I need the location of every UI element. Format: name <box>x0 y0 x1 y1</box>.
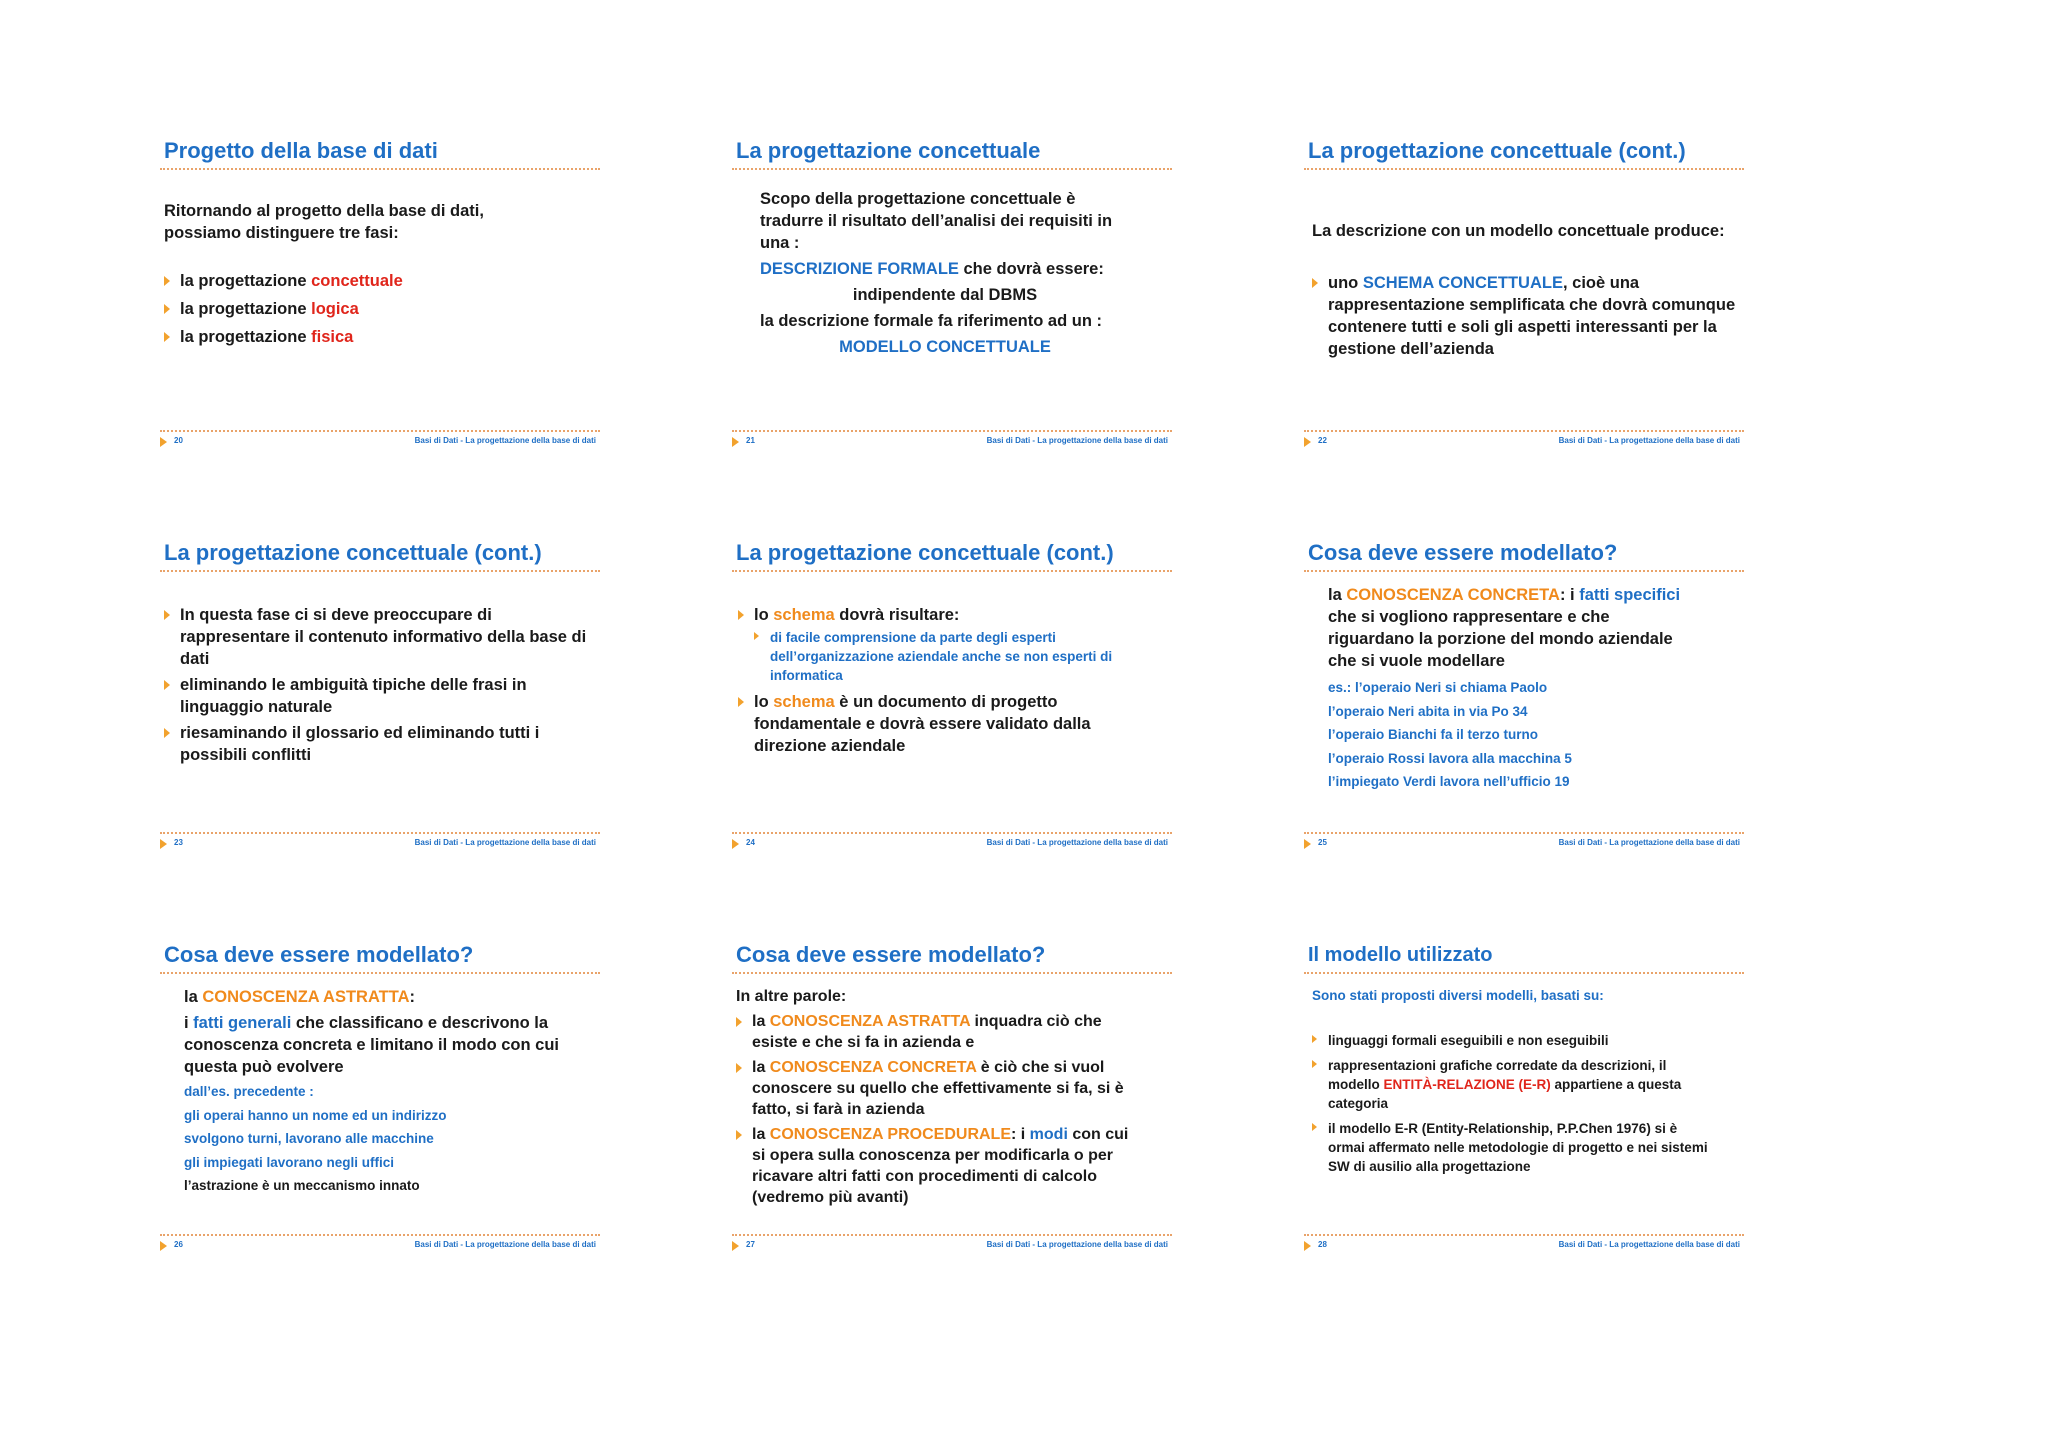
body-text: la <box>184 988 203 1006</box>
slide-25 <box>1304 540 1744 860</box>
arrow-icon <box>732 839 739 849</box>
slide-number: 26 <box>174 1240 183 1249</box>
bullet-text: la progettazione <box>180 272 312 290</box>
slide-body <box>738 604 1128 757</box>
bullet-item <box>164 326 596 348</box>
body-text: Scopo della progettazione concettuale è tradurre il risultato dell’analisi dei requisiti in una : <box>760 190 1113 252</box>
body-text: la descrizione formale fa riferimento ad un : <box>760 312 1102 330</box>
course-label: Basi di Dati - La progettazione della base di dati <box>986 1240 1168 1249</box>
emphasis-text: fatti specifici <box>1579 586 1681 604</box>
bullet-text: la <box>752 1126 770 1143</box>
course-label: Basi di Dati - La progettazione della base di dati <box>986 436 1168 445</box>
emphasis-text: fatti generali <box>193 1014 292 1032</box>
title-divider <box>732 168 1172 170</box>
example-text: l’operaio Neri abita in via Po 34 <box>1328 703 1528 719</box>
course-label: Basi di Dati - La progettazione della base di dati <box>414 838 596 847</box>
bullet-item: eliminando le ambiguità tipiche delle frasi in linguaggio naturale <box>164 674 589 718</box>
slide-body <box>164 200 596 348</box>
footer-divider <box>160 832 600 834</box>
course-label: Basi di Dati - La progettazione della base di dati <box>1558 1240 1740 1249</box>
bullet-text: dovrà risultare: <box>834 606 960 624</box>
footer-divider <box>160 1234 600 1236</box>
slide-number: 23 <box>174 838 183 847</box>
emphasis-text: schema <box>773 606 835 624</box>
title-divider <box>1304 570 1744 572</box>
bullet-text: , cioè una rappresentazione semplificata che dovrà comunque contenere tutti e soli gli aspetti interessanti per la gestione dell’azienda <box>1328 274 1736 358</box>
slide-footer <box>732 1240 1172 1254</box>
arrow-icon <box>160 437 167 447</box>
slide-body <box>164 604 589 766</box>
slide-number: 28 <box>1318 1240 1327 1249</box>
slide-title: Cosa deve essere modellato? <box>1308 540 1618 565</box>
course-label: Basi di Dati - La progettazione della base di dati <box>1558 838 1740 847</box>
slide-title: La progettazione concettuale (cont.) <box>164 540 542 565</box>
emphasis-text: MODELLO CONCETTUALE <box>839 338 1051 356</box>
emphasis-text: CONOSCENZA ASTRATTA <box>202 988 410 1006</box>
emphasis-text: schema <box>773 693 835 711</box>
example-text: dall’es. precedente : <box>184 1084 314 1099</box>
slide-title: La progettazione concettuale (cont.) <box>1308 138 1686 163</box>
slide-20 <box>160 138 600 458</box>
slide-number: 24 <box>746 838 755 847</box>
slide-body <box>1312 220 1737 360</box>
slide-title: Il modello utilizzato <box>1308 944 1493 966</box>
bullet-text: la <box>752 1059 770 1076</box>
body-text <box>184 1012 564 1078</box>
sub-bullet-item: di facile comprensione da parte degli esperti dell’organizzazione aziendale anche se non esperti di informatica <box>754 628 1128 685</box>
bullet-item: il modello E-R (Entity-Relationship, P.P.Chen 1976) si è ormai affermato nelle metodologie di progetto e nei sistemi SW di ausilio alla progettazione <box>1312 1119 1712 1176</box>
emphasis-text: DESCRIZIONE FORMALE <box>760 260 959 278</box>
bullet-item: In questa fase ci si deve preoccupare di rappresentare il contenuto informativo della base di dati <box>164 604 589 670</box>
body-text <box>1328 584 1688 672</box>
example-text: l’astrazione è un meccanismo innato <box>184 1178 420 1193</box>
arrow-icon <box>1304 839 1311 849</box>
course-label: Basi di Dati - La progettazione della base di dati <box>986 838 1168 847</box>
slide-footer <box>1304 1240 1744 1254</box>
title-divider <box>1304 168 1744 170</box>
bullet-item <box>1312 272 1737 360</box>
course-label: Basi di Dati - La progettazione della base di dati <box>414 436 596 445</box>
example-text: l’operaio Rossi lavora alla macchina 5 <box>1328 750 1572 766</box>
body-text: che si vogliono rappresentare e che riguardano la porzione del mondo aziendale che si vuole modellare <box>1328 608 1673 670</box>
body-text: : <box>409 988 416 1006</box>
emphasis-text: SCHEMA CONCETTUALE <box>1362 274 1563 292</box>
slide-footer <box>160 436 600 450</box>
bullet-text: appartiene a questa categoria <box>1328 1077 1682 1111</box>
bullet-item <box>1312 1056 1712 1113</box>
slide-number: 25 <box>1318 838 1327 847</box>
title-divider <box>732 972 1172 974</box>
bullet-text: : i <box>1011 1126 1030 1143</box>
emphasis-text: CONOSCENZA CONCRETA <box>1346 586 1560 604</box>
emphasis-text: fisica <box>311 328 354 346</box>
slide-footer <box>160 1240 600 1254</box>
body-text: che classificano e descrivono la conoscenza concreta e limitano il modo con cui questa può evolvere <box>184 1014 559 1076</box>
example-text: es.: l’operaio Neri si chiama Paolo <box>1328 680 1548 695</box>
emphasis-text: logica <box>311 300 359 318</box>
bullet-text: la progettazione <box>180 328 312 346</box>
slide-body <box>184 986 564 1198</box>
slide-title: La progettazione concettuale <box>736 138 1041 163</box>
footer-divider <box>732 832 1172 834</box>
bullet-item <box>736 1124 1146 1208</box>
slide-22 <box>1304 138 1744 458</box>
footer-divider <box>732 1234 1172 1236</box>
intro-text: In altre parole: <box>736 988 847 1005</box>
body-text <box>760 258 1130 280</box>
bullet-item <box>738 691 1128 757</box>
emphasis-text: modi <box>1029 1126 1068 1143</box>
bullet-text: uno <box>1328 274 1363 292</box>
slide-27 <box>732 942 1172 1262</box>
slide-footer <box>732 436 1172 450</box>
bullet-text: lo <box>754 693 774 711</box>
course-label: Basi di Dati - La progettazione della base di dati <box>1558 436 1740 445</box>
slide-number: 22 <box>1318 436 1327 445</box>
slide-footer <box>1304 436 1744 450</box>
example-text: l’operaio Bianchi fa il terzo turno <box>1328 727 1539 742</box>
slide-body <box>736 986 1146 1208</box>
slide-23 <box>160 540 600 860</box>
example-text: l’impiegato Verdi lavora nell’ufficio 19 <box>1328 774 1570 789</box>
emphasis-text: concettuale <box>311 272 403 290</box>
slide-title: Cosa deve essere modellato? <box>164 942 474 967</box>
slide-number: 21 <box>746 436 755 445</box>
arrow-icon <box>160 1241 167 1251</box>
footer-divider <box>1304 832 1744 834</box>
body-text: che dovrà essere: <box>958 260 1104 278</box>
example-text: gli operai hanno un nome ed un indirizzo <box>184 1107 447 1123</box>
emphasis-text: ENTITÀ-RELAZIONE (E-R) <box>1383 1077 1551 1092</box>
slide-21 <box>732 138 1172 458</box>
intro-text: Ritornando al progetto della base di dati, possiamo distinguere tre fasi: <box>164 202 484 242</box>
slide-footer <box>1304 838 1744 852</box>
body-text: i <box>184 1014 194 1032</box>
arrow-icon <box>1304 1241 1311 1251</box>
bullet-text: lo <box>754 606 774 624</box>
body-text: indipendente dal DBMS <box>852 286 1038 304</box>
example-text: gli impiegati lavorano negli uffici <box>184 1154 395 1170</box>
bullet-item <box>738 604 1128 626</box>
bullet-item: linguaggi formali eseguibili e non eseguibili <box>1312 1031 1712 1050</box>
slide-body <box>1328 584 1688 794</box>
arrow-icon <box>1304 437 1311 447</box>
bullet-item <box>164 298 596 320</box>
title-divider <box>160 570 600 572</box>
bullet-item <box>736 1057 1146 1120</box>
footer-divider <box>732 430 1172 432</box>
emphasis-text: CONOSCENZA CONCRETA <box>769 1059 977 1076</box>
slide-number: 20 <box>174 436 183 445</box>
footer-divider <box>1304 430 1744 432</box>
bullet-item: riesaminando il glossario ed eliminando tutti i possibili conflitti <box>164 722 589 766</box>
slide-title: Progetto della base di dati <box>164 138 438 163</box>
arrow-icon <box>160 839 167 849</box>
intro-text: La descrizione con un modello concettuale produce: <box>1312 222 1725 240</box>
bullet-text: è ciò che si vuol conoscere su quello che effettivamente si fa, si è fatto, si farà in azienda <box>752 1059 1124 1118</box>
title-divider <box>160 972 600 974</box>
slide-footer <box>160 838 600 852</box>
bullet-text: rappresentazioni grafiche corredate da descrizioni, il modello <box>1328 1058 1667 1092</box>
bullet-item <box>164 270 596 292</box>
slide-title: La progettazione concettuale (cont.) <box>736 540 1114 565</box>
example-text: svolgono turni, lavorano alle macchine <box>184 1131 434 1146</box>
emphasis-text: CONOSCENZA PROCEDURALE <box>769 1126 1011 1143</box>
slide-footer <box>732 838 1172 852</box>
body-text: la <box>1328 586 1347 604</box>
intro-text: Sono stati proposti diversi modelli, basati su: <box>1312 988 1604 1003</box>
slide-body <box>760 188 1130 358</box>
title-divider <box>160 168 600 170</box>
title-divider <box>1304 972 1744 974</box>
footer-divider <box>1304 1234 1744 1236</box>
bullet-text: è un documento di progetto fondamentale e dovrà essere validato dalla direzione aziendale <box>754 693 1091 755</box>
slide-24 <box>732 540 1172 860</box>
slide-title: Cosa deve essere modellato? <box>736 942 1046 967</box>
bullet-text: inquadra ciò che esiste e che si fa in azienda e <box>752 1013 1102 1051</box>
slide-body <box>1312 986 1712 1176</box>
bullet-text: con cui si opera sulla conoscenza per modificarla o per ricavare altri fatti con procedimenti di calcolo (vedremo più avanti) <box>752 1126 1129 1206</box>
footer-divider <box>160 430 600 432</box>
bullet-text: la progettazione <box>180 300 312 318</box>
body-text: : i <box>1559 586 1580 604</box>
course-label: Basi di Dati - La progettazione della base di dati <box>414 1240 596 1249</box>
arrow-icon <box>732 1241 739 1251</box>
slide-26 <box>160 942 600 1262</box>
slide-number: 27 <box>746 1240 755 1249</box>
bullet-text: la <box>752 1013 770 1030</box>
bullet-item <box>736 1011 1146 1053</box>
arrow-icon <box>732 437 739 447</box>
emphasis-text: CONOSCENZA ASTRATTA <box>769 1013 971 1030</box>
slide-28 <box>1304 942 1744 1262</box>
title-divider <box>732 570 1172 572</box>
body-text <box>184 986 564 1008</box>
